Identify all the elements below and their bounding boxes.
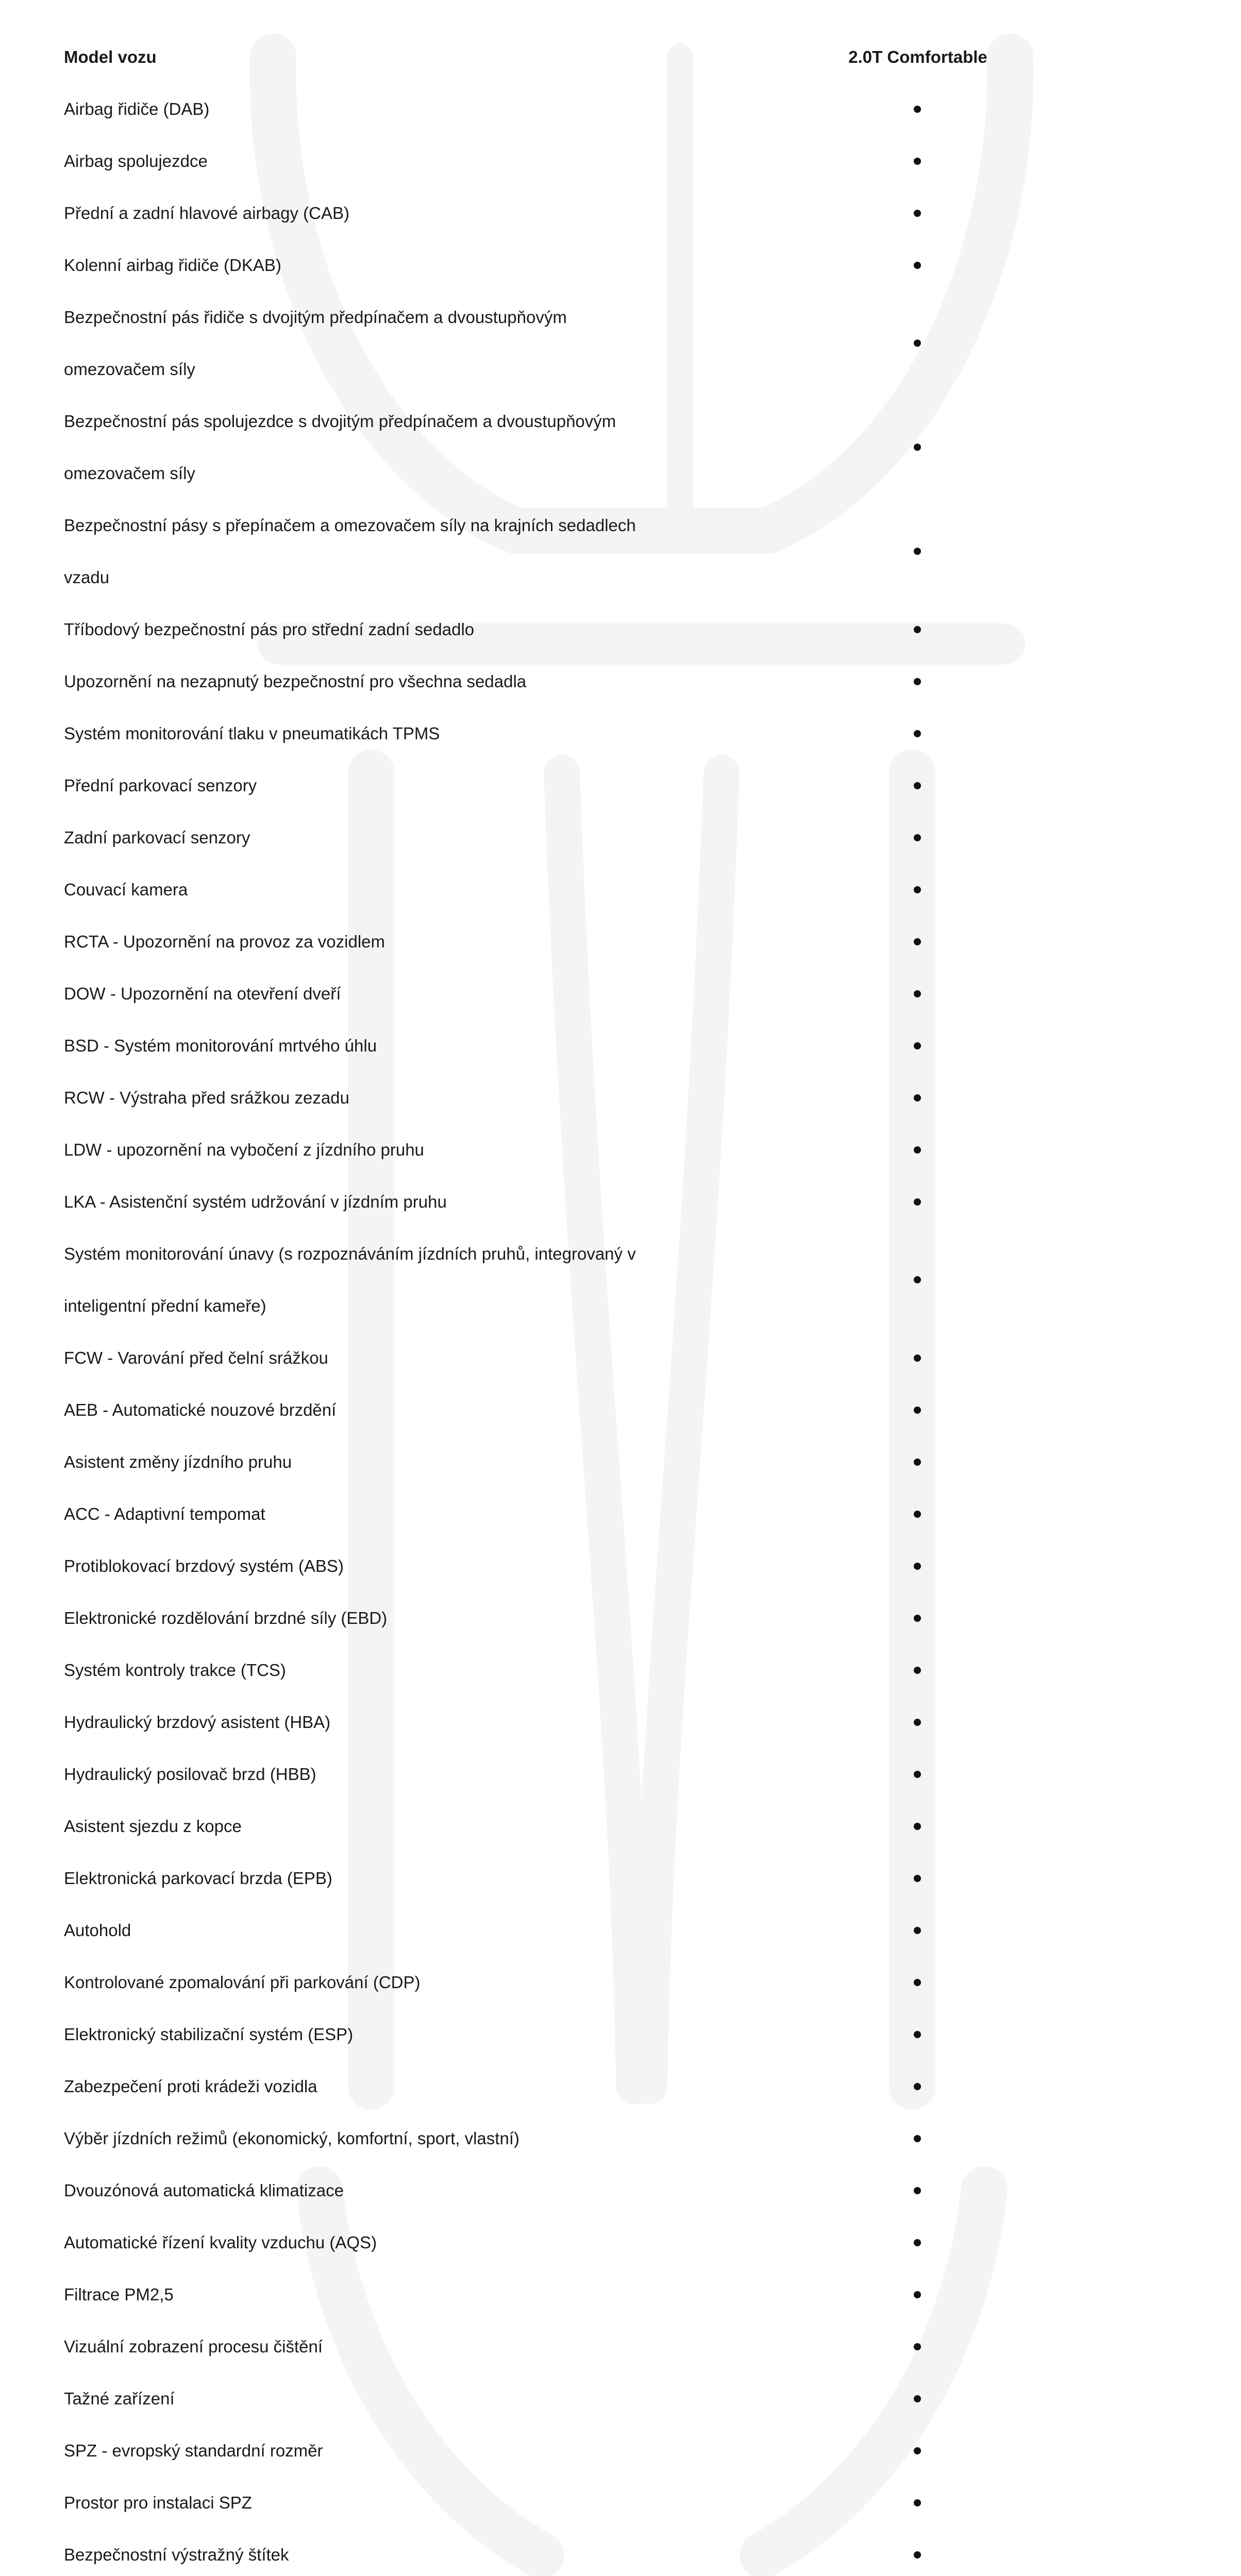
standard-equipment-dot	[914, 938, 921, 945]
table-header	[61, 31, 1164, 83]
feature-availability	[672, 730, 1164, 737]
feature-availability	[672, 2499, 1164, 2506]
feature-availability	[672, 2447, 1164, 2454]
feature-availability	[672, 1511, 1164, 1518]
standard-equipment-dot	[914, 2343, 921, 2350]
feature-availability	[672, 2083, 1164, 2090]
feature-availability	[672, 1615, 1164, 1622]
feature-availability	[672, 1094, 1164, 1101]
standard-equipment-dot	[914, 444, 921, 451]
standard-equipment-dot	[914, 1563, 921, 1570]
feature-label: RCTA - Upozornění na provoz za vozidlem	[64, 932, 385, 951]
feature-label: Autohold	[64, 1921, 131, 1940]
feature-label: Dvouzónová automatická klimatizace	[64, 2181, 344, 2200]
feature-availability	[672, 1198, 1164, 1206]
feature-availability	[672, 626, 1164, 633]
feature-label: Systém monitorování únavy (s rozpoznáváním jízdních pruhů, integrovaný v inteligentní přední kameře)	[64, 1244, 636, 1315]
table-row	[61, 916, 1164, 968]
feature-availability	[672, 2395, 1164, 2402]
feature-label: Hydraulický posilovač brzd (HBB)	[64, 1765, 316, 1784]
standard-equipment-dot	[914, 1406, 921, 1414]
feature-label: Kontrolované zpomalování při parkování (CDP)	[64, 1973, 421, 1992]
feature-label: Elektronické rozdělování brzdné síly (EBD)	[64, 1608, 388, 1628]
table-row	[61, 2529, 1164, 2576]
feature-availability	[672, 1406, 1164, 1414]
feature-availability	[672, 444, 1164, 451]
feature-availability	[672, 1276, 1164, 1283]
table-row	[61, 1228, 1164, 1332]
table-row	[61, 291, 1164, 395]
standard-equipment-dot	[914, 262, 921, 269]
feature-label: Vizuální zobrazení procesu čištění	[64, 2337, 323, 2356]
feature-availability	[672, 2031, 1164, 2038]
standard-equipment-dot	[914, 2291, 921, 2298]
header-model-label: Model vozu	[64, 47, 157, 66]
table-row	[61, 603, 1164, 655]
table-row	[61, 1696, 1164, 1748]
standard-equipment-dot	[914, 990, 921, 997]
standard-equipment-dot	[914, 834, 921, 841]
feature-availability	[672, 262, 1164, 269]
header-variant-label: 2.0T Comfortable	[848, 47, 987, 66]
feature-label: Systém kontroly trakce (TCS)	[64, 1660, 286, 1680]
feature-label: Elektronická parkovací brzda (EPB)	[64, 1869, 332, 1888]
standard-equipment-dot	[914, 2499, 921, 2506]
table-row	[61, 1956, 1164, 2008]
table-row	[61, 1384, 1164, 1436]
table-body	[61, 83, 1164, 2576]
feature-availability	[672, 2187, 1164, 2194]
feature-availability	[672, 210, 1164, 217]
feature-label: Výběr jízdních režimů (ekonomický, komfortní, sport, vlastní)	[64, 2129, 519, 2148]
feature-label: Airbag spolujezdce	[64, 151, 208, 171]
feature-label: AEB - Automatické nouzové brzdění	[64, 1400, 337, 1419]
table-row	[61, 1020, 1164, 1072]
feature-label: Elektronický stabilizační systém (ESP)	[64, 2025, 354, 2044]
feature-availability	[672, 1667, 1164, 1674]
feature-label: Kolenní airbag řidiče (DKAB)	[64, 256, 281, 275]
standard-equipment-dot	[914, 1198, 921, 1206]
table-row	[61, 2477, 1164, 2529]
standard-equipment-dot	[914, 1511, 921, 1518]
feature-label: ACC - Adaptivní tempomat	[64, 1504, 265, 1523]
table-row	[61, 2268, 1164, 2320]
feature-label: Bezpečnostní pás spolujezdce s dvojitým předpínačem a dvoustupňovým omezovačem síly	[64, 412, 616, 483]
table-row	[61, 863, 1164, 916]
feature-label: FCW - Varování před čelní srážkou	[64, 1348, 328, 1367]
standard-equipment-dot	[914, 2031, 921, 2038]
feature-availability	[672, 1563, 1164, 1570]
standard-equipment-dot	[914, 626, 921, 633]
standard-equipment-dot	[914, 1042, 921, 1049]
feature-label: Couvací kamera	[64, 880, 188, 899]
table-row	[61, 1176, 1164, 1228]
standard-equipment-dot	[914, 2551, 921, 2558]
feature-availability	[672, 990, 1164, 997]
standard-equipment-dot	[914, 2239, 921, 2246]
feature-availability	[672, 340, 1164, 347]
feature-label: Automatické řízení kvality vzduchu (AQS)	[64, 2233, 377, 2252]
table-row	[61, 811, 1164, 863]
table-row	[61, 1800, 1164, 1852]
standard-equipment-dot	[914, 886, 921, 893]
table-row	[61, 1488, 1164, 1540]
feature-label: Přední a zadní hlavové airbagy (CAB)	[64, 204, 349, 223]
standard-equipment-dot	[914, 1146, 921, 1154]
table-row	[61, 1124, 1164, 1176]
feature-label: LDW - upozornění na vybočení z jízdního pruhu	[64, 1140, 424, 1159]
feature-availability	[672, 2343, 1164, 2350]
feature-availability	[672, 886, 1164, 893]
feature-availability	[672, 782, 1164, 789]
standard-equipment-dot	[914, 106, 921, 113]
table-row	[61, 707, 1164, 759]
table-row	[61, 1852, 1164, 1904]
feature-availability	[672, 678, 1164, 685]
standard-equipment-dot	[914, 548, 921, 555]
table-row	[61, 1332, 1164, 1384]
table-row	[61, 1592, 1164, 1644]
table-row	[61, 83, 1164, 135]
standard-equipment-dot	[914, 2083, 921, 2090]
feature-availability	[672, 1719, 1164, 1726]
standard-equipment-dot	[914, 2447, 921, 2454]
feature-label: Prostor pro instalaci SPZ	[64, 2493, 252, 2512]
standard-equipment-dot	[914, 678, 921, 685]
table-row	[61, 2425, 1164, 2477]
standard-equipment-dot	[914, 210, 921, 217]
feature-label: LKA - Asistenční systém udržování v jízdním pruhu	[64, 1192, 447, 1211]
feature-label: Asistent sjezdu z kopce	[64, 1817, 242, 1836]
table-row	[61, 1072, 1164, 1124]
feature-availability	[672, 938, 1164, 945]
feature-label: Asistent změny jízdního pruhu	[64, 1452, 292, 1471]
standard-equipment-dot	[914, 1094, 921, 1101]
feature-availability	[672, 1459, 1164, 1466]
table-row	[61, 2060, 1164, 2112]
feature-label: Systém monitorování tlaku v pneumatikách TPMS	[64, 724, 440, 743]
standard-equipment-dot	[914, 782, 921, 789]
table-row	[61, 2372, 1164, 2425]
feature-label: Bezpečnostní pás řidiče s dvojitým předpínačem a dvoustupňovým omezovačem síly	[64, 308, 567, 379]
feature-availability	[672, 1979, 1164, 1986]
standard-equipment-dot	[914, 1875, 921, 1882]
feature-availability	[672, 1823, 1164, 1830]
table-row	[61, 2008, 1164, 2060]
feature-availability	[672, 2551, 1164, 2558]
feature-availability	[672, 2135, 1164, 2142]
standard-equipment-dot	[914, 1459, 921, 1466]
table-row	[61, 2164, 1164, 2216]
standard-equipment-dot	[914, 1823, 921, 1830]
standard-equipment-dot	[914, 1276, 921, 1283]
feature-availability	[672, 1354, 1164, 1362]
standard-equipment-dot	[914, 1979, 921, 1986]
feature-label: Airbag řidiče (DAB)	[64, 99, 210, 118]
table-row	[61, 2320, 1164, 2372]
table-row	[61, 759, 1164, 811]
standard-equipment-dot	[914, 2395, 921, 2402]
table-row	[61, 499, 1164, 603]
table-row	[61, 135, 1164, 187]
feature-availability	[672, 2291, 1164, 2298]
standard-equipment-dot	[914, 1615, 921, 1622]
feature-label: BSD - Systém monitorování mrtvého úhlu	[64, 1036, 377, 1055]
table-row	[61, 1540, 1164, 1592]
feature-label: Tříbodový bezpečnostní pás pro střední zadní sedadlo	[64, 620, 475, 639]
feature-availability	[672, 2239, 1164, 2246]
feature-label: Hydraulický brzdový asistent (HBA)	[64, 1713, 331, 1732]
standard-equipment-dot	[914, 1771, 921, 1778]
feature-availability	[672, 834, 1164, 841]
feature-availability	[672, 1146, 1164, 1154]
table-row	[61, 1644, 1164, 1696]
standard-equipment-dot	[914, 1667, 921, 1674]
table-row	[61, 395, 1164, 499]
spec-table	[61, 31, 1164, 2576]
feature-availability	[672, 1875, 1164, 1882]
table-row	[61, 239, 1164, 291]
standard-equipment-dot	[914, 1719, 921, 1726]
table-row	[61, 2216, 1164, 2268]
feature-label: SPZ - evropský standardní rozměr	[64, 2441, 323, 2460]
standard-equipment-dot	[914, 1354, 921, 1362]
feature-label: Zabezpečení proti krádeži vozidla	[64, 2077, 317, 2096]
table-row	[61, 1436, 1164, 1488]
feature-availability	[672, 548, 1164, 555]
feature-label: Zadní parkovací senzory	[64, 828, 250, 847]
feature-label: DOW - Upozornění na otevření dveří	[64, 984, 341, 1003]
standard-equipment-dot	[914, 158, 921, 165]
feature-availability	[672, 158, 1164, 165]
feature-label: Filtrace PM2,5	[64, 2285, 174, 2304]
feature-label: Upozornění na nezapnutý bezpečnostní pro všechna sedadla	[64, 672, 527, 691]
feature-availability	[672, 106, 1164, 113]
feature-label: RCW - Výstraha před srážkou zezadu	[64, 1088, 349, 1107]
table-row	[61, 655, 1164, 707]
standard-equipment-dot	[914, 1927, 921, 1934]
table-row	[61, 1748, 1164, 1800]
standard-equipment-dot	[914, 730, 921, 737]
feature-label: Protiblokovací brzdový systém (ABS)	[64, 1556, 344, 1575]
standard-equipment-dot	[914, 340, 921, 347]
table-row	[61, 187, 1164, 239]
feature-label: Tažné zařízení	[64, 2389, 175, 2408]
feature-label: Bezpečnostní výstražný štítek	[64, 2545, 289, 2564]
feature-label: Přední parkovací senzory	[64, 776, 257, 795]
feature-label: Bezpečnostní pásy s přepínačem a omezovačem síly na krajních sedadlech vzadu	[64, 516, 636, 587]
table-row	[61, 1904, 1164, 1956]
standard-equipment-dot	[914, 2135, 921, 2142]
feature-availability	[672, 1771, 1164, 1778]
standard-equipment-dot	[914, 2187, 921, 2194]
feature-availability	[672, 1042, 1164, 1049]
table-row	[61, 2112, 1164, 2164]
feature-availability	[672, 1927, 1164, 1934]
table-row	[61, 968, 1164, 1020]
